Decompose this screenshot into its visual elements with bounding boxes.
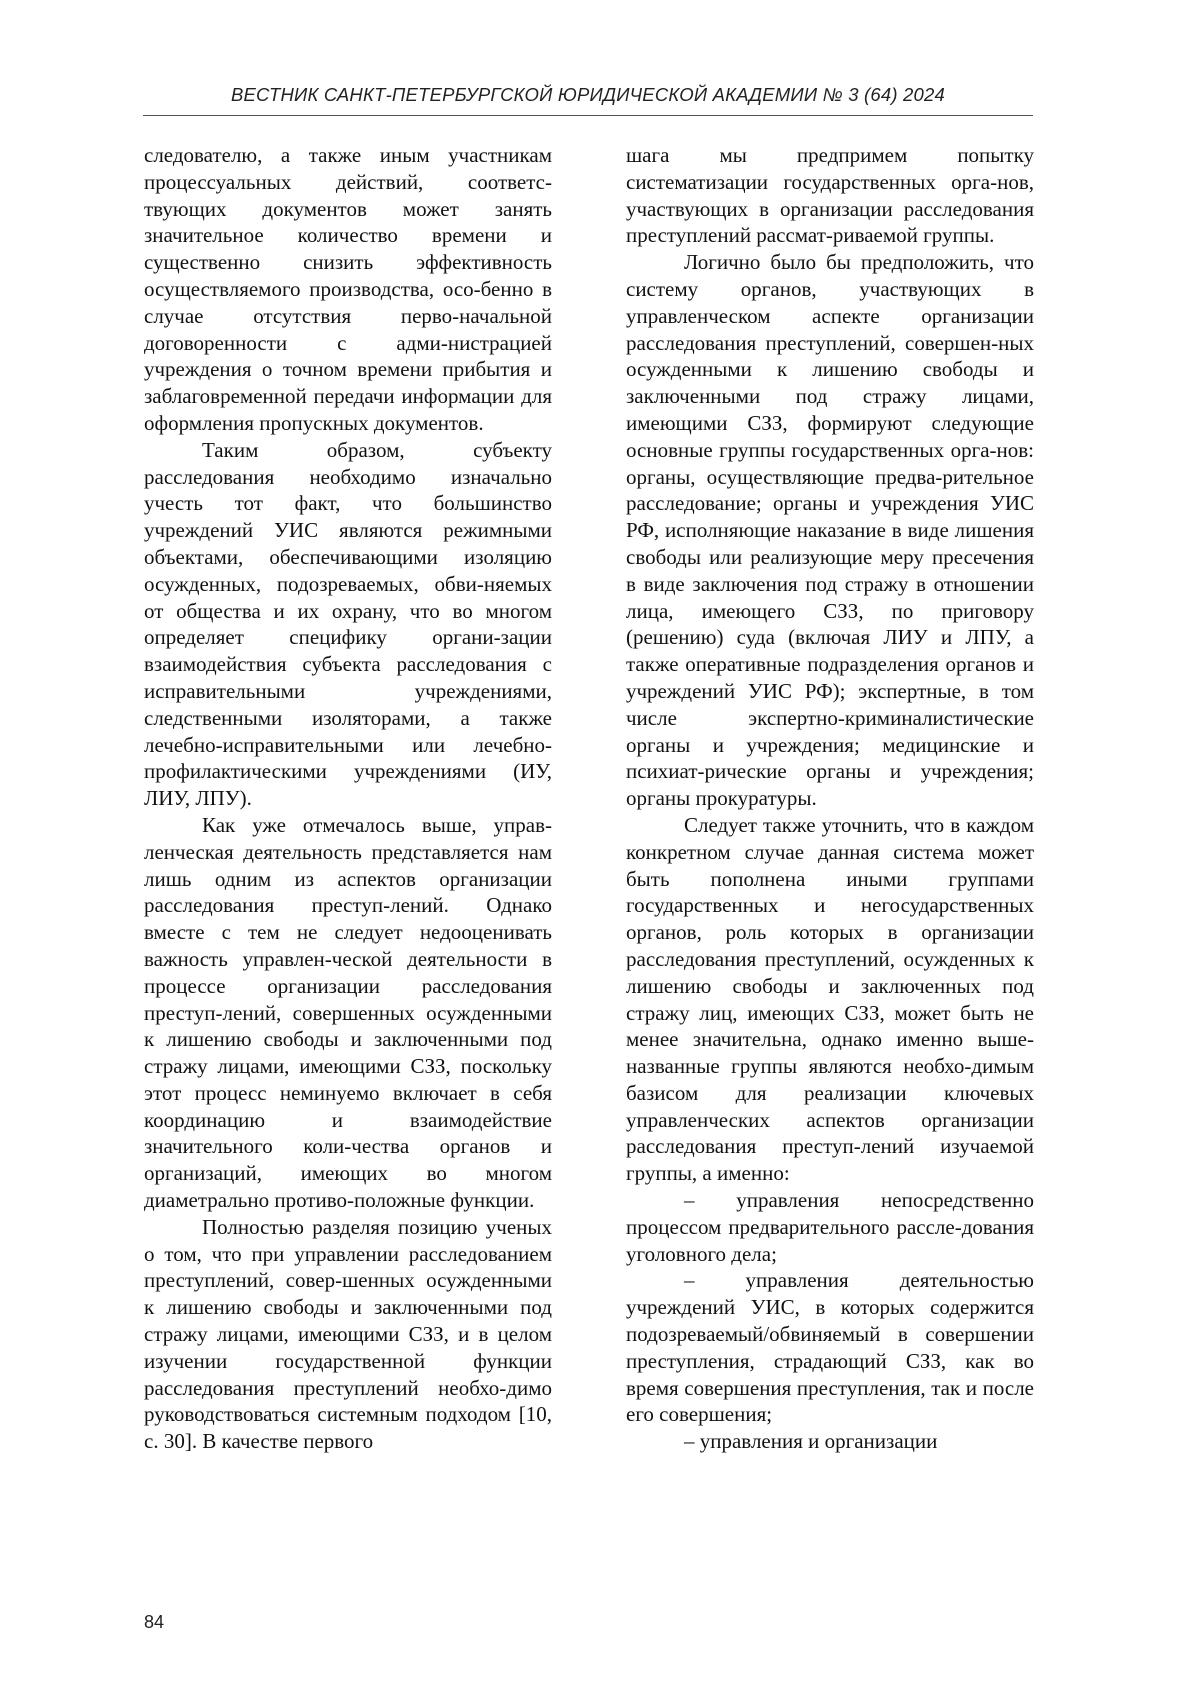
paragraph: Таким образом, субъекту расследования необходимо изначально учесть тот факт, что большинство учреждений УИС являются режимными объектами, обеспечивающими изоляцию осужденных, подозреваемых, обви-няемых от общества и их охрану, что во многом определяет специфику органи-зации взаимодействия субъекта расследования с исправительными учреждениями, следственными изоляторами, а также лечебно-исправительными или лечебно-профилактическими учреждениями (ИУ, ЛИУ, ЛПУ). bbox=[144, 437, 552, 811]
page-number: 84 bbox=[144, 1612, 165, 1632]
list-item: – управления деятельностью учреждений УИС, в которых содержится подозреваемый/обвиняемый в совершении преступления, страдающий СЗЗ, как во время совершения преступления, так и после его совершения; bbox=[626, 1268, 1034, 1427]
paragraph: шага мы предпримем попытку систематизации государственных орга-нов, участвующих в организации расследования преступлений рассмат-риваемой группы. bbox=[626, 143, 1034, 248]
right-column bbox=[626, 142, 1034, 1455]
header-rule bbox=[143, 115, 1033, 116]
list-item: – управления и организации bbox=[684, 1429, 938, 1454]
paragraph: Логично было бы предположить, что систему органов, участвующих в управленческом аспекте организации расследования преступлений, совершен-ных осужденными к лишению свободы и заключенными под стражу лицами, имеющими СЗЗ, формируют следующие основные группы государственных орга-нов: органы, осуществляющие предва-рительное расследование; органы и учреждения УИС РФ, исполняющие наказание в виде лишения свободы или реализующие меру пресечения в виде заключения под стражу в отношении лица, имеющего СЗЗ, по приговору (решению) суда (включая ЛИУ и ЛПУ, а также оперативные подразделения органов и учреждений УИС РФ); экспертные, в том числе экспертно-криминалистические органы и учреждения; медицинские и психиат-рические органы и учреждения; органы прокуратуры. bbox=[626, 250, 1034, 811]
paragraph: Следует также уточнить, что в каждом конкретном случае данная система может быть пополнена иными группами государственных и негосударственных органов, роль которых в организации расследования преступлений, осужденных к лишению свободы и заключенных под стражу лиц, имеющих СЗЗ, может быть не менее значительна, однако именно выше-названные группы являются необхо-димым базисом для реализации ключевых управленческих аспектов организации расследования преступ-лений изучаемой группы, а именно: bbox=[626, 812, 1034, 1186]
list-item: – управления непосредственно процессом предварительного рассле-дования уголовного дела; bbox=[626, 1188, 1034, 1266]
paragraph: Как уже отмечалось выше, управ-ленческая деятельность представляется нам лишь одним из аспектов организации расследования преступ-лений. Однако вместе с тем не следует недооценивать важность управлен-ческой деятельности в процессе организации расследования преступ-лений, совершенных осужденными к лишению свободы и заключенными под стражу лицами, имеющими СЗЗ, поскольку этот процесс неминуемо включает в себя координацию и взаимодействие значительного коли-чества органов и организаций, имеющих во многом диаметрально противо-положные функции. bbox=[144, 812, 552, 1213]
paragraph: следователю, а также иным участникам процессуальных действий, соответс-твующих документов может занять значительное количество времени и существенно снизить эффективность осуществляемого производства, осо-бенно в случае отсутствия перво-начальной договоренности с адми-нистрацией учреждения о точном времени прибытия и заблаговременной передачи информации для оформления пропускных документов. bbox=[144, 143, 552, 435]
running-header: ВЕСТНИК САНКТ-ПЕТЕРБУРГСКОЙ ЮРИДИЧЕСКОЙ АКАДЕМИИ № 3 (64) 2024 bbox=[230, 84, 946, 105]
paragraph: Полностью разделяя позицию ученых о том, что при управлении расследованием преступлений, совер-шенных осужденными к лишению свободы и заключенными под стражу лицами, имеющими СЗЗ, и в целом изучении государственной функции расследования преступлений необхо-димо руководствоваться системным подходом [10, с. 30]. В качестве первого bbox=[144, 1214, 552, 1454]
left-column bbox=[144, 142, 552, 1455]
